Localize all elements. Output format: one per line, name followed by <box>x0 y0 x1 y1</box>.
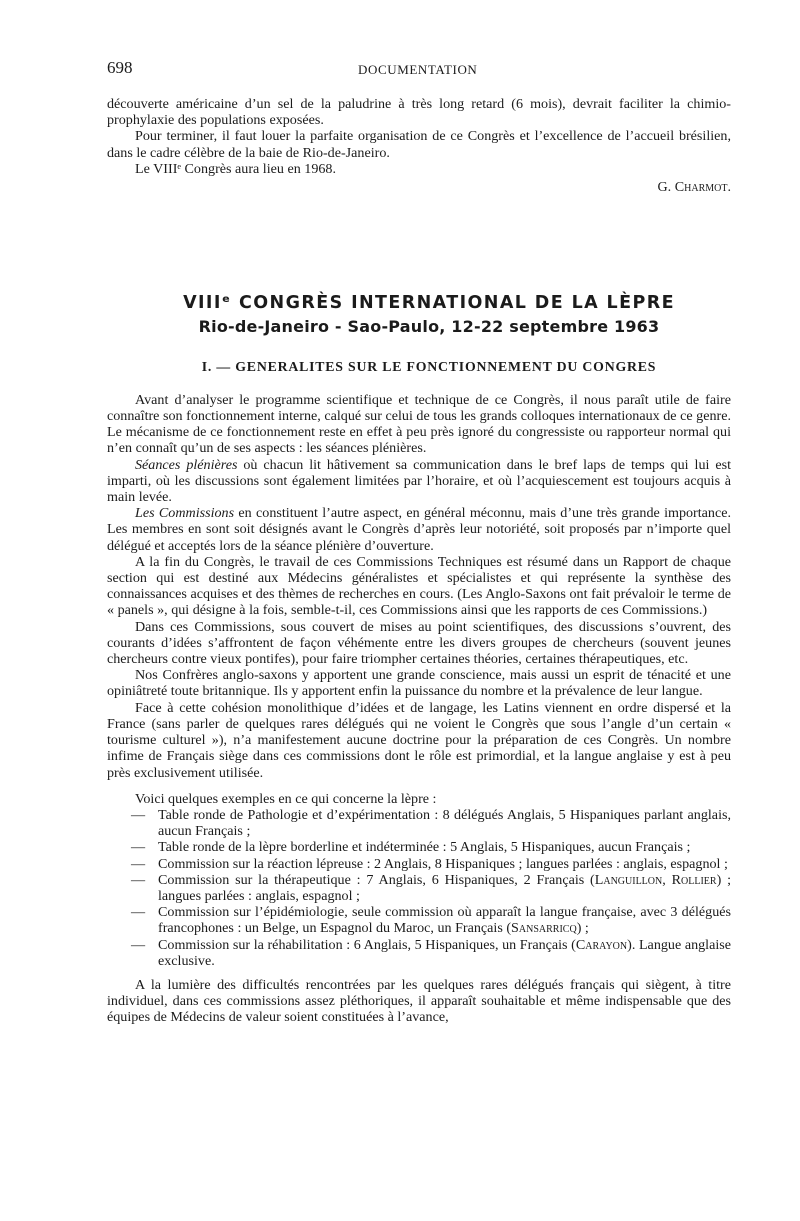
list-item-text: Commission sur la réaction lépreuse : 2 Anglais, 8 Hispaniques ; langues parlées : anglais, espagnol ; <box>158 855 728 872</box>
body-paragraph <box>107 457 731 506</box>
list-item-text: , <box>662 871 672 888</box>
italic-term: Séances plénières <box>135 456 238 473</box>
person-name: Sansarricq <box>511 920 577 937</box>
list-item <box>107 904 731 936</box>
paragraph-text: où chacun lit hâtivement sa communication dans le bref laps de temps qui lui est imparti, où les discussions sont également limitées par l’horaire, et où l’acquiescement est toujours acquis à main levée. <box>107 456 731 506</box>
list-item-text: Commission sur la thérapeutique : 7 Anglais, 6 Hispaniques, 2 Français ( <box>158 871 595 888</box>
list-item <box>107 856 731 872</box>
signature-initial: G. <box>657 179 672 196</box>
body-paragraph: Face à cette cohésion monolithique d’idées et de langage, les Latins viennent en ordre dispersé et la France (sans parler de quelques rares délégués qui ne voient le Congrès que sous l’angle d’un certain « tourisme culturel »), n’a manifestement aucune doctrine pour la préparation de ces Congrès. Un nombre infime de Français siège dans ces commissions dont le rôle est primordial, et la langue anglaise y est à peu près exclusivement utilisée. <box>107 699 731 781</box>
list-item-text: ). Langue anglaise exclusive. <box>158 936 731 969</box>
person-name: Rollier <box>671 871 717 888</box>
page-number: 698 <box>107 58 133 77</box>
article-subtitle: Rio-de-Janeiro - Sao-Paulo, 12-22 septembre 1963 <box>198 317 660 337</box>
previous-article-paragraph: Pour terminer, il faut louer la parfaite organisation de ce Congrès et l’excellence de l’accueil brésilien, dans le cadre célèbre de la baie de Rio-de-Janeiro. <box>107 128 731 161</box>
list-item-text: ) ; langues parlées : anglais, espagnol ; <box>158 871 731 904</box>
list-item-text: Commission sur l’épidémiologie, seule commission où apparaît la langue française, avec 3 délégués francophones : un Belge, un Espagnol du Maroc, un Français ( <box>158 904 731 937</box>
body-paragraph: A la fin du Congrès, le travail de ces Commissions Techniques est résumé dans un Rapport de chaque section qui est destiné aux Médecins généralistes et spécialistes et qui représente la synthèse des connaissances acquises et des thèmes de recherches en cours. (Les Anglo-Saxons ont fait prévaloir le terme de « panels », qui désigne à la fois, semble-t-il, ces Commissions ainsi que les rapports de ces Commissions.) <box>107 553 731 619</box>
article-title: VIIIᵉ CONGRÈS INTERNATIONAL DE LA LÈPRE <box>183 293 675 314</box>
italic-term: Les Commissions <box>135 505 235 522</box>
dash: — <box>131 904 146 921</box>
list-item-text: Table ronde de la lèpre borderline et indéterminée : 5 Anglais, 5 Hispaniques, aucun Français ; <box>158 839 691 856</box>
dash: — <box>131 936 146 953</box>
list-item <box>107 807 731 839</box>
body-paragraph <box>107 505 731 554</box>
body-paragraph: Avant d’analyser le programme scientifique et technique de ce Congrès, il nous paraît utile de faire connaître son fonctionnement interne, calqué sur celui de tous les grands colloques internationaux de ce genre. Le mécanisme de ce fonctionnement reste en effet à peu près ignoré du congressiste ou rapporteur normal qui n’en connaît qu’un de ses aspects : les séances plénières. <box>107 391 731 457</box>
body-paragraph: A la lumière des difficultés rencontrées par les quelques rares délégués français qui siègent, à titre individuel, dans ces commissions assez pléthoriques, il apparaît souhaitable et même indispensable que des équipes de Médecins de valeur soient constituées à l’avance, <box>107 976 731 1026</box>
list-item-text: ) ; <box>576 920 589 937</box>
previous-article-paragraph: Le VIIIᵉ Congrès aura lieu en 1968. <box>135 160 336 177</box>
page-content <box>107 96 731 1026</box>
body-paragraph: Nos Confrères anglo-saxons y apportent une grande conscience, mais aussi un esprit de ténacité et une opiniâtreté toute britannique. Ils y apportent enfin la puissance du nombre et la prévalence de leur langue. <box>107 667 731 700</box>
body-paragraph: Dans ces Commissions, sous couvert de mises au point scientifiques, des discussions s’ouvrent, des courants d’idées s’affrontent de façon véhémente entre les divers groupes de chercheurs (souvent jeunes chercheurs contre vieux pontifes), pour faire triompher certaines théories, certaines thérapeutiques, etc. <box>107 618 731 668</box>
section-heading: I. — GENERALITES SUR LE FONCTIONNEMENT DU CONGRES <box>201 358 657 374</box>
list-item-text: Commission sur la réhabilitation : 6 Anglais, 5 Hispaniques, un Français ( <box>158 936 576 953</box>
previous-article-paragraph: découverte américaine d’un sel de la paludrine à très long retard (6 mois), devrait faciliter la chimio-prophylaxie des populations exposées. <box>107 96 731 129</box>
paragraph-text: en constituent l’autre aspect, en général méconnu, mais d’une très grande importance. Les membres en sont soit désignés avant le Congrès d’après leur notoriété, soit proposés par n’importe quel délégué et acceptés lors de la séance plénière d’ouverture. <box>107 505 731 554</box>
running-head: DOCUMENTATION <box>358 62 478 77</box>
list-intro: Voici quelques exemples en ce qui concerne la lèpre : <box>135 790 437 807</box>
dash: — <box>131 871 146 888</box>
list-item <box>107 937 731 969</box>
person-name: Languillon <box>594 871 663 888</box>
dash: — <box>131 806 146 823</box>
signature <box>107 179 731 195</box>
commission-list <box>107 807 731 969</box>
person-name: Carayon <box>575 936 628 953</box>
list-item <box>107 839 731 855</box>
article-title-block <box>107 295 731 335</box>
dash: — <box>131 855 146 872</box>
list-item-text: Table ronde de Pathologie et d’expérimentation : 8 délégués Anglais, 5 Hispaniques parlant anglais, aucun Français ; <box>158 806 731 840</box>
signature-name: Charmot. <box>674 179 731 196</box>
dash: — <box>131 839 146 856</box>
list-item <box>107 872 731 904</box>
